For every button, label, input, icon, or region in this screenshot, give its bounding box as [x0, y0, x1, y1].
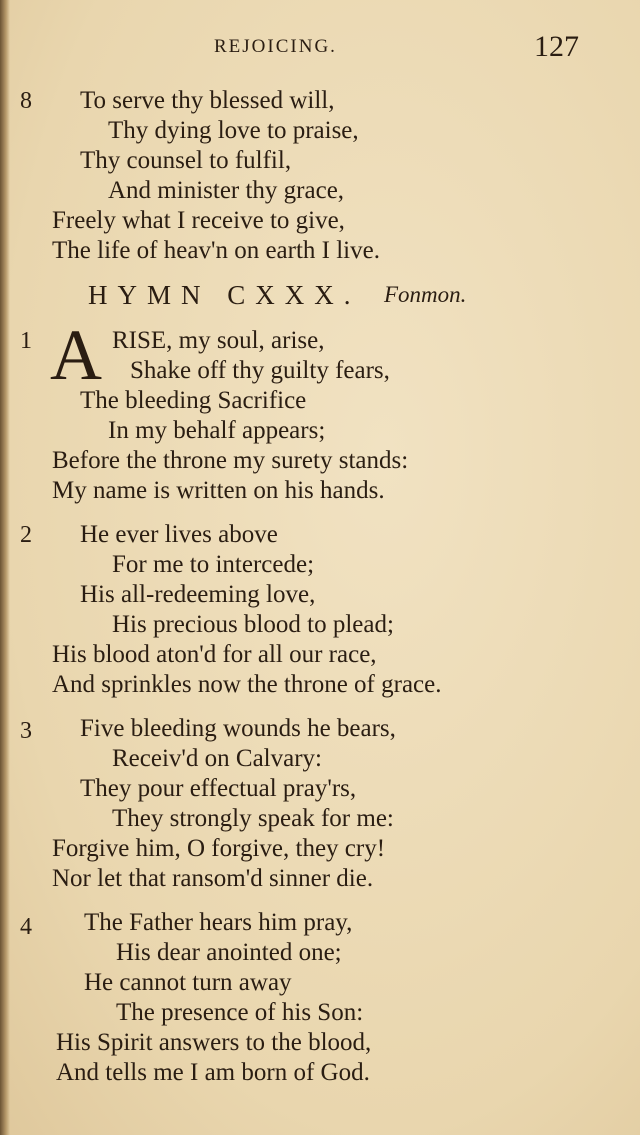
book-gutter-shadow [0, 0, 10, 1135]
verse-line: For me to intercede; [112, 551, 315, 578]
verse-line: His Spirit answers to the blood, [56, 1029, 372, 1056]
verse-line: RISE, my soul, arise, [112, 327, 325, 354]
stanza-number: 3 [20, 718, 32, 744]
drop-cap: A [50, 315, 102, 395]
hymn-number: HYMN CXXX. [88, 280, 361, 310]
verse-line: The bleeding Sacrifice [80, 387, 307, 414]
verse-line: They strongly speak for me: [112, 805, 394, 832]
verse-line: Freely what I receive to give, [52, 207, 345, 234]
verse-line: Nor let that ransom'd sinner die. [52, 865, 374, 892]
verse-line: To serve thy blessed will, [80, 87, 335, 114]
stanza-number: 4 [20, 914, 32, 940]
verse-line: In my behalf appears; [108, 417, 326, 444]
stanza-number: 2 [20, 522, 32, 548]
stanza-number: 1 [20, 328, 32, 354]
verse-line: They pour effectual pray'rs, [80, 775, 357, 802]
stanza-number: 8 [20, 88, 32, 114]
verse-line: Before the throne my surety stands: [52, 447, 409, 474]
page-number: 127 [534, 30, 579, 63]
verse-line: His precious blood to plead; [112, 611, 394, 638]
verse-line: Shake off thy guilty fears, [130, 357, 390, 384]
running-head-title: REJOICING. [214, 36, 337, 57]
verse-line: And sprinkles now the throne of grace. [52, 671, 442, 698]
verse-line: Five bleeding wounds he bears, [80, 715, 396, 742]
hymn-heading [88, 280, 628, 316]
verse-line: His blood aton'd for all our race, [52, 641, 377, 668]
verse-line: His dear anointed one; [116, 939, 342, 966]
verse-line: Forgive him, O forgive, they cry! [52, 835, 386, 862]
verse-line: The presence of his Son: [116, 999, 364, 1026]
verse-line: He ever lives above [80, 521, 278, 548]
verse-line: And tells me I am born of God. [56, 1059, 370, 1086]
tune-name: Fonmon. [384, 282, 467, 307]
verse-line: And minister thy grace, [108, 177, 345, 204]
verse-line: Receiv'd on Calvary: [112, 745, 322, 772]
running-head [0, 28, 640, 68]
verse-line: His all-redeeming love, [80, 581, 316, 608]
verse-line: He cannot turn away [84, 969, 292, 996]
verse-line: My name is written on his hands. [52, 477, 385, 504]
verse-line: The life of heav'n on earth I live. [52, 237, 380, 264]
verse-line: The Father hears him pray, [84, 909, 353, 936]
verse-line: Thy counsel to fulfil, [80, 147, 292, 174]
verse-line: Thy dying love to praise, [108, 117, 359, 144]
